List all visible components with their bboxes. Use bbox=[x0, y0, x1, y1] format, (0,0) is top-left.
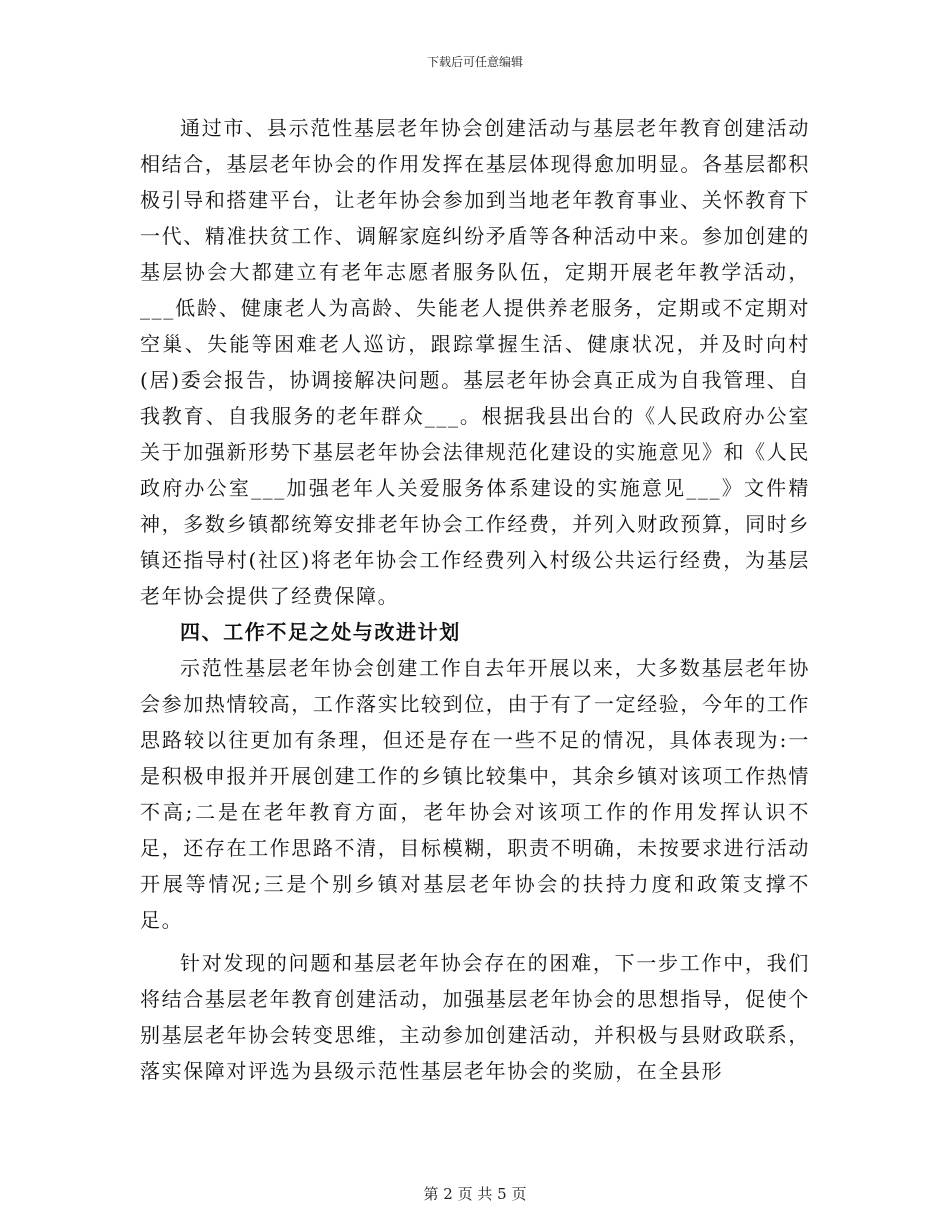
paragraph-association-role: 通过市、县示范性基层老年协会创建活动与基层老年教育创建活动相结合，基层老年协会的作用发挥在基层体现得愈加明显。各基层都积极引导和搭建平台，让老年协会参加到当地老年教育事业、关怀教育下一代、精准扶贫工作、调解家庭纠纷矛盾等各种活动中来。参加创建的基层协会大都建立有老年志愿者服务队伍，定期开展老年教学活动，___低龄、健康老人为高龄、失能老人提供养老服务，定期或不定期对空巢、失能等困难老人巡访，跟踪掌握生活、健康状况，并及时向村(居)委会报告，协调接解决问题。基层老年协会真正成为自我管理、自我教育、自我服务的老年群众___。根据我县出台的《人民政府办公室关于加强新形势下基层老年协会法律规范化建设的实施意见》和《人民政府办公室___加强老年人关爱服务体系建设的实施意见___》文件精神，多数乡镇都统筹安排老年协会工作经费，并列入财政预算，同时乡镇还指导村(社区)将老年协会工作经费列入村级公共运行经费，为基层老年协会提供了经费保障。 bbox=[140, 116, 810, 608]
document-body bbox=[140, 110, 810, 1089]
page-number-footer: 第 2 页 共 5 页 bbox=[423, 1185, 527, 1203]
paragraph-improvement-plan: 针对发现的问题和基层老年协会存在的困难，下一步工作中，我们将结合基层老年教育创建活动，加强基层老年协会的思想指导，促使个别基层老年协会转变思维，主动参加创建活动，并积极与县财政联系，落实保障对评选为县级示范性基层老年协会的奖励，在全县形 bbox=[140, 951, 810, 1083]
section-heading-shortcomings: 四、工作不足之处与改进计划 bbox=[180, 620, 461, 644]
page-header: 下载后可任意编辑 bbox=[426, 55, 523, 69]
paragraph-shortcomings: 示范性基层老年协会创建工作自去年开展以来，大多数基层老年协会参加热情较高，工作落实比较到位，由于有了一定经验，今年的工作思路较以往更加有条理，但还是存在一些不足的情况，具体表现为:一是积极申报并开展创建工作的乡镇比较集中，其余乡镇对该项工作热情不高;二是在老年教育方面，老年协会对该项工作的作用发挥认识不足，还存在工作思路不清，目标模糊，职责不明确，未按要求进行活动开展等情况;三是个别乡镇对基层老年协会的扶持力度和政策支撑不足。 bbox=[140, 656, 810, 932]
